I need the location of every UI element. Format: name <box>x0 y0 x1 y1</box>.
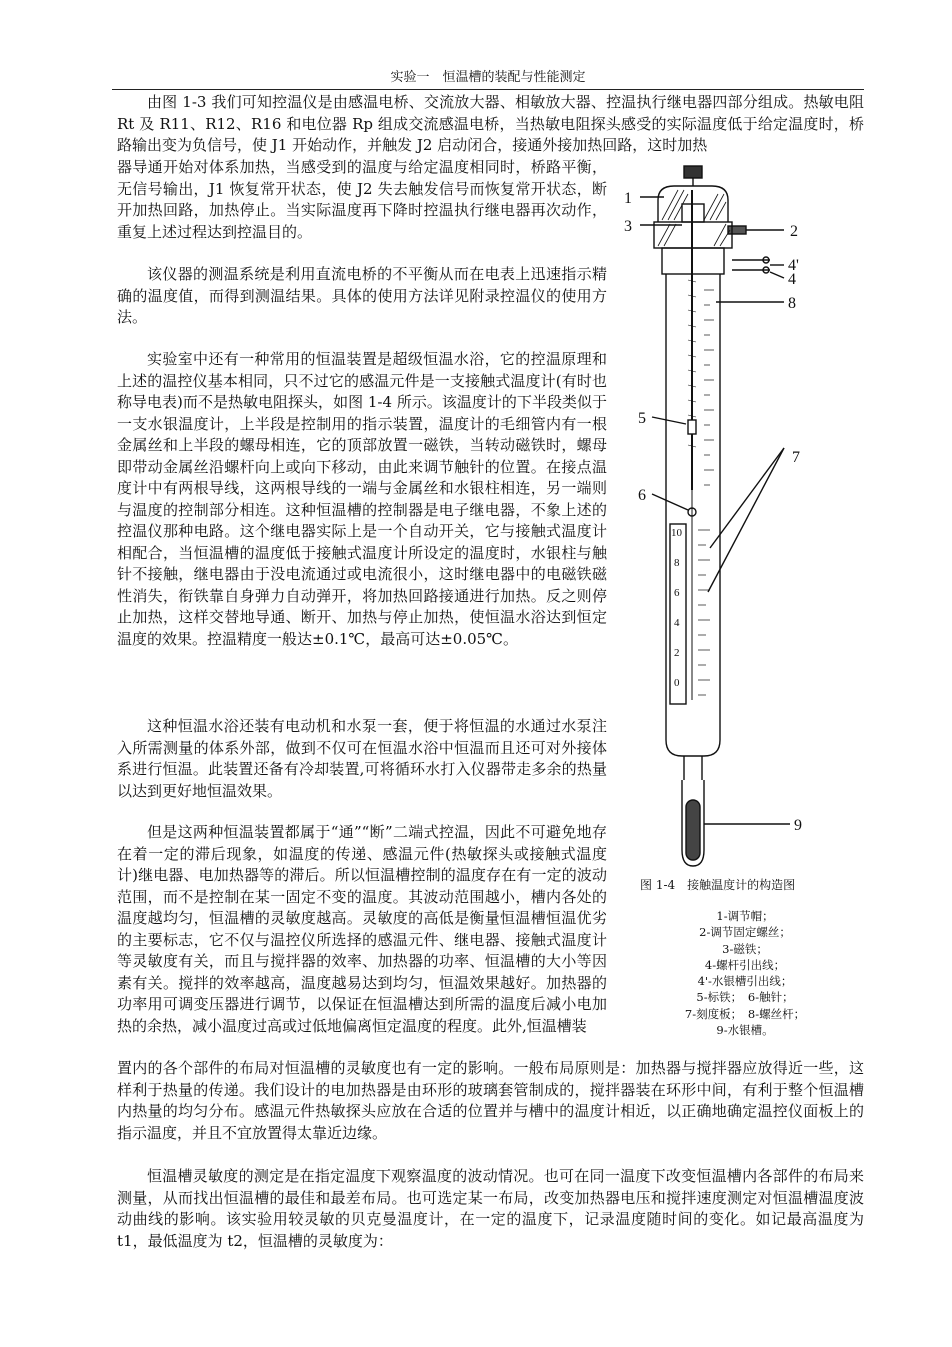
callout-9: 9 <box>794 817 802 834</box>
legend-item: 2-调节固定螺丝； <box>699 925 791 940</box>
callout-8: 8 <box>788 295 796 312</box>
scale-label-2: 2 <box>674 647 680 659</box>
callout-1: 1 <box>624 190 632 207</box>
indicator <box>688 420 696 434</box>
mercury-reservoir <box>686 800 700 860</box>
callout-5: 5 <box>638 410 646 427</box>
callout-3: 3 <box>624 218 632 235</box>
legend-item: 1-调节帽； <box>716 909 774 923</box>
legend-item: 5-标铁； 6-触针； <box>696 990 794 1005</box>
legend-item: 7-刻度板； 8-螺丝杆； <box>684 1006 806 1021</box>
callout-4: 4 <box>788 271 796 288</box>
callout-6: 6 <box>638 487 646 504</box>
contact-thermometer-figure <box>618 160 858 880</box>
upper-scale <box>704 290 714 485</box>
paragraph-3: 实验室中还有一种常用的恒温装置是超级恒温水浴，它的控温原理和上述的温控仪基本相同，只不过它的感温元件是一支接触式温度计(有时也称导电表)而不是热敏电阻探头，如图 1-4 所示。该温度计的下半段类似于一支水银温度计，上半段是控制用的指示装置，温度计的毛细管内有一根金属丝和上半段的螺母相连，它的顶部放置一磁铁，当转动磁铁时，螺母即带动金属丝沿螺杆向上或向下移动，由此来调节触针的位置。在接点温度计中有两根导线，这两根导线的一端与金属丝和水银柱相连，另一端则与温度的控制部分相连。这种恒温槽的控制器是电子继电器，不象上述的控温仪那种电路。这个继电器实际上是一个自动开关，它与接触式温度计相配合，当恒温槽的温度低于接触式温度计所设定的温度时，水银柱与触针不接触，继电器由于没电流通过或电流很小，这时继电器中的电磁铁磁性消失，衔铁靠自身弹力自动弹开，将加热回路接通进行加热。反之则停止加热，这样交替地导通、断开、加热与停止加热，使恒温水浴达到恒定温度的效果。控温精度一般达±0.1℃，最高可达±0.05℃。 <box>117 350 607 648</box>
paragraph-1-full: 由图 1-3 我们可知控温仪是由感温电桥、交流放大器、相敏放大器、控温执行继电器四部分组成。热敏电阻 Rt 及 R11、R12、R16 和电位器 Rp 组成交流感温电桥，当热敏电阻探头感受的实际温度低于给定温度时，桥路输出变为负信号，使 J1 开始动作，并触发 J2 启动闭合，接通外接加热回路，这时加热 <box>117 93 864 154</box>
legend-item: 4'-水银槽引出线； <box>697 974 793 989</box>
scale-label-8: 8 <box>674 557 680 569</box>
legend-item: 3-磁铁； <box>722 941 768 956</box>
page-header: 实验一 恒温槽的装配与性能测定 <box>112 68 864 90</box>
figure-legend <box>640 908 850 1038</box>
paragraph-6: 恒温槽灵敏度的测定是在指定温度下观察温度的波动情况。也可在同一温度下改变恒温槽内各部件的布局来测量，从而找出恒温槽的最佳和最差布局。也可选定某一布局，改变加热器电压和搅拌速度测定对恒温槽温度波动曲线的影响。该实验用较灵敏的贝克曼温度计，在一定的温度下，记录温度随时间的变化。如记最高温度为 t1，最低温度为 t2，恒温槽的灵敏度为： <box>117 1167 864 1250</box>
adjust-knob <box>684 166 702 178</box>
legend-item: 4-螺杆引出线； <box>704 957 786 972</box>
scale-label-6: 6 <box>674 587 680 599</box>
scale-label-4: 4 <box>674 617 680 629</box>
paragraph-5-narrow: 但是这两种恒温装置都属于“通”“断”二端式控温，因此不可避免地存在着一定的滞后现象，如温度的传递、感温元件(热敏探头或接触式温度计)继电器、电加热器等的滞后。所以恒温槽控制的温度存在有一定的波动范围，而不是控制在某一固定不变的温度。其波动范围越小，槽内各处的温度越均匀，恒温槽的灵敏度越高。灵敏度的高低是衡量恒温槽恒温优劣的主要标志，它不仅与温控仪所选择的感温元件、继电器、接触式温度计等灵敏度有关，而且与搅拌器的效率、加热器的功率、恒温槽的大小等因素有关。搅拌的效率越高，温度越易达到均匀，恒温效果越好。加热器的功率用可调变压器进行调节，以保证在恒温槽达到所需的温度后减小电加热的余热，减小温度过高或过低地偏离恒定温度的程度。此外,恒温槽装 <box>117 823 607 1035</box>
callout-4-prime: 4' <box>788 257 799 274</box>
paragraph-1-narrow: 器导通开始对体系加热，当感受到的温度与给定温度相同时，桥路平衡，无信号输出，J1 恢复常开状态，使 J2 失去触发信号而恢复常开状态，断开加热回路，加热停止。当实际温度再下降时控温执行继电器再次动作，重复上述过程达到控温目的。 <box>117 158 607 241</box>
paragraph-2: 该仪器的测温系统是利用直流电桥的不平衡从而在电表上迅速指示精确的温度值，而得到测温结果。具体的使用方法详见附录控温仪的使用方法。 <box>117 265 607 326</box>
callout-7: 7 <box>792 449 800 466</box>
callout-2: 2 <box>790 223 798 240</box>
scale-label-10: 10 <box>671 527 682 539</box>
fixing-screw <box>728 226 746 234</box>
scale-label-0: 0 <box>674 677 680 689</box>
paragraph-5-full: 置内的各个部件的布局对恒温槽的灵敏度也有一定的影响。一般布局原则是：加热器与搅拌器应放得近一些，这样利于热量的传递。我们设计的电加热器是由环形的玻璃套管制成的，搅拌器装在环形中间，有利于整个恒温槽内热量的均匀分布。感温元件热敏探头应放在合适的位置并与槽中的温度计相近，以正确地确定温控仪面板上的指示温度，并且不宜放置得太靠近边缘。 <box>117 1059 864 1142</box>
paragraph-4: 这种恒温水浴还装有电动机和水泵一套，便于将恒温的水通过水泵注入所需测量的体系外部，做到不仅可在恒温水浴中恒温而且还可对外接体系进行恒温。此装置还备有冷却装置,可将循环水打入仪器带走多余的热量以达到更好地恒温效果。 <box>117 717 607 800</box>
legend-item: 9-水银槽。 <box>716 1023 774 1038</box>
figure-caption: 图 1-4 接触温度计的构造图 <box>640 878 796 892</box>
